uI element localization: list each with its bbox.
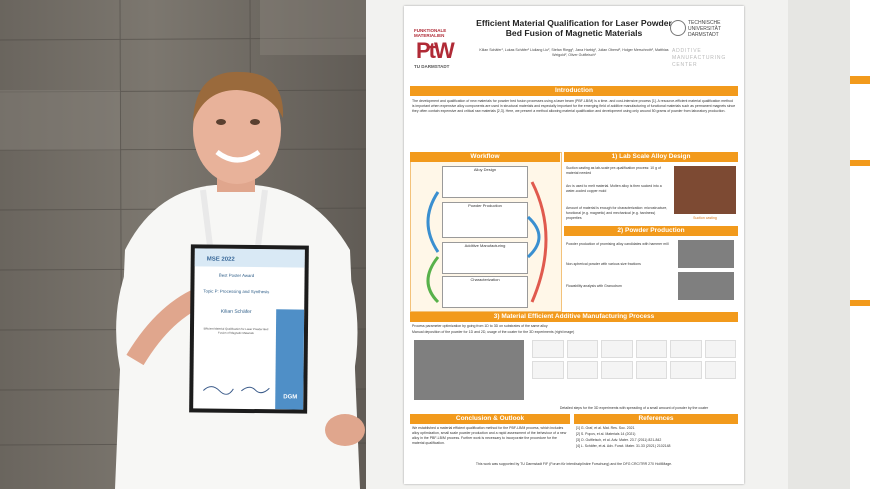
certificate-award: Best Poster Award	[218, 272, 255, 279]
tud-name: TECHNISCHE UNIVERSITÄT DARMSTADT	[688, 20, 721, 38]
certificate-organizer: DGM	[283, 394, 298, 401]
ptw-logo-text: PtW	[416, 38, 453, 63]
references-heading: References	[574, 414, 738, 424]
powder-micrograph-1	[678, 240, 734, 268]
functional-materials-logo	[414, 28, 470, 72]
workflow-arrows	[410, 162, 560, 310]
poster-title: Efficient Material Qualification for Laser Powder Bed Fusion of Magnetic Materials	[476, 18, 672, 38]
certificate-signatures	[201, 381, 271, 396]
suction-casting-photo	[674, 166, 736, 214]
conclusion-heading: Conclusion & Outlook	[410, 414, 570, 424]
am-bullet-2: Manual deposition of the powder for 1D and 2D, usage of the coater for the 3D experiments (right image)	[412, 330, 575, 334]
am-step	[636, 361, 668, 379]
am-bullet-1: Process parameter optimization by going from 1D to 3D on substrates of the same alloy	[412, 324, 548, 328]
am-step	[567, 340, 599, 358]
conclusion-text: We established a material efficient qualification method for the PBF-LB/M process, which includes alloy optimization, small scale powder production and a rapid assessment of the behaviour of a new alloy in the PBF-LB/M process. Further work is necessary to incorporate the procedure for the material qualification.	[412, 426, 567, 445]
am-step-grid	[532, 340, 736, 379]
introduction-heading: Introduction	[410, 86, 738, 96]
tu-darmstadt-label: TU DARMSTADT	[414, 64, 450, 69]
certificate-poster-title: Efficient Material Qualification for Laser Powder Bed Fusion of Magnetic Materials	[203, 326, 269, 336]
am-step	[670, 361, 702, 379]
am-step	[567, 361, 599, 379]
suction-casting-caption: Suction casting	[693, 216, 717, 220]
workflow-stage-label: Characterization	[470, 277, 500, 282]
reference-item: [1] G. Graf, et al. Mat. Res. Soc. 2021	[576, 426, 635, 430]
am-caption: Detailed steps for the 3D experiments with spreading of a small amount of powder by the coater	[559, 406, 709, 410]
reference-item: [4] L. Schäfer, et al. Adv. Funct. Mater. 31.33 (2021) 2102148	[576, 444, 671, 448]
am-step	[636, 340, 668, 358]
am-step	[705, 340, 737, 358]
reference-item: [2] S. Popov, et al. Materials 14 (2021)	[576, 432, 636, 436]
introduction-text: The development and qualification of new materials for powder bed fusion processes using a laser beam (PBF-LB/M) is a time- and cost-intensive process [1]. A resource-efficient material qualification method is important when expensive alloy components are used in structural materials and especially important for the emerging field of additive manufacturing of functional materials such as permanent magnets since they often contain expensive and critical raw materials [2,3]. Here, we present a method allowing material qualification and development using only around 50 grams of powder from laboratory production.	[412, 99, 736, 113]
workflow-stage-label: Powder Production	[468, 203, 502, 208]
am-step	[601, 340, 633, 358]
am-step	[532, 361, 564, 379]
lab-scale-bullet-1: Suction casting as lab-scale pre-qualification process: 10 g of material needed	[566, 166, 661, 175]
powder-bullet-2: Non-spherical powder with various size fractions	[566, 262, 641, 266]
powder-micrograph-2	[678, 272, 734, 300]
lab-scale-bullet-3: Amount of material is enough for characterization: microstructure, functional (e.g. magnetic) and mechanical (e.g. hardness) properties	[566, 206, 668, 220]
funding-note: This work was supported by TU Darmstadt FIF (Forum für interdisziplinäre Forschung) and the DFG CRC/TRR 270 HoMMage.	[475, 462, 673, 466]
tud-amc-logo	[670, 20, 744, 80]
am-sample-photos	[414, 340, 524, 400]
workflow-heading: Workflow	[410, 152, 560, 162]
am-step	[670, 340, 702, 358]
tud-seal-icon	[670, 20, 686, 36]
amc-name: ADDITIVE MANUFACTURING CENTER	[672, 48, 727, 68]
reference-item: [3] O. Gutfleisch, et al. Adv. Mater. 23.7 (2011) 821-842	[576, 438, 662, 442]
am-step	[705, 361, 737, 379]
award-certificate	[193, 248, 305, 409]
lab-scale-bullet-2: Arc is used to melt material. Molten alloy is then sucked into a water-cooled copper mold	[566, 184, 662, 193]
am-step	[532, 340, 564, 358]
neighbor-poster-edge	[846, 0, 870, 489]
research-poster	[404, 6, 744, 484]
certificate-topic: Topic P: Processing and Synthesis	[203, 288, 270, 295]
award-certificate-frame	[189, 244, 309, 413]
poster-authors: Kilian Schäfer¹, Lukas Schäfer¹ Liuliang Liu², Stefan Riegg¹, Jana Harbig¹, Julian Oberst², Holger Merschroth², Matthias Weigold², Oliver Gutfleisch¹	[479, 48, 669, 57]
workflow-stage-label: Additive Manufacturing	[464, 243, 506, 248]
workflow-stage-label: Alloy Design	[473, 167, 497, 172]
certificate-recipient: Kilian Schäfer	[220, 308, 252, 316]
powder-heading: 2) Powder Production	[564, 226, 738, 236]
powder-bullet-3: Flowability analysis with Granudrum	[566, 284, 622, 288]
fm-logo-text: FUNKTIONALE MATERIALIEN	[414, 28, 447, 38]
am-step	[601, 361, 633, 379]
powder-bullet-1: Powder production of promising alloy candidates with hammer mill	[566, 242, 669, 246]
certificate-event: MSE 2022	[206, 256, 235, 263]
lab-scale-heading: 1) Lab Scale Alloy Design	[564, 152, 738, 162]
am-process-heading: 3) Material Efficient Additive Manufacturing Process	[410, 312, 738, 322]
